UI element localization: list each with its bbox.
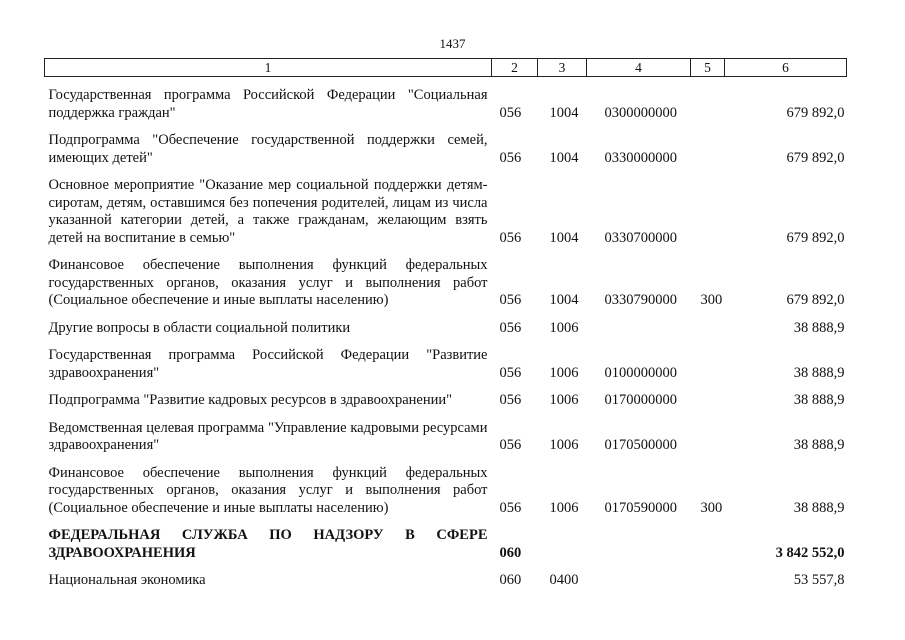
row-section: 1006 [549, 437, 579, 453]
row-name: Другие вопросы в области социальной политики [48, 319, 351, 336]
row-name: Подпрограмма "Обеспечение государственной поддержки семей, имеющих детей" [48, 132, 488, 166]
table-row [45, 247, 847, 310]
row-ved: 056 [499, 319, 522, 336]
row-section: 1006 [549, 392, 579, 408]
row-sum: 38 888,9 [793, 392, 845, 408]
row-sum: 38 888,9 [793, 437, 845, 453]
row-section: 1004 [549, 229, 579, 246]
row-name: Финансовое обеспечение выполнения функций федеральных государственных органов, оказания услуг и выполнения работ (Социальное обеспечение и иные выплаты населению) [48, 257, 488, 308]
row-ved: 056 [499, 149, 522, 166]
row-name: Подпрограмма "Развитие кадровых ресурсов в здравоохранении" [48, 392, 453, 408]
row-sum: 38 888,9 [793, 319, 845, 336]
row-sum: 679 892,0 [786, 149, 845, 166]
row-section: 1004 [549, 149, 579, 166]
header-col-6: 6 [725, 59, 847, 77]
row-target: 0170500000 [604, 437, 677, 453]
row-vr [691, 410, 725, 455]
row-sum: 679 892,0 [786, 292, 845, 308]
row-ved: 056 [499, 437, 522, 453]
table-row [45, 87, 847, 122]
row-ved: 056 [499, 364, 522, 381]
row-target: 0170000000 [604, 392, 677, 408]
header-col-1: 1 [45, 59, 492, 77]
table-row [45, 455, 847, 518]
row-ved: 060 [499, 572, 522, 588]
row-ved: 056 [499, 292, 522, 308]
row-target: 0300000000 [604, 104, 677, 121]
row-name: Государственная программа Российской Федерации "Социальная поддержка граждан" [48, 87, 488, 121]
table-row [45, 562, 847, 590]
row-target: 0330700000 [604, 229, 677, 246]
row-ved: 056 [499, 392, 522, 408]
row-name: Финансовое обеспечение выполнения функций федеральных государственных органов, оказания услуг и выполнения работ (Социальное обеспечение и иные выплаты населению) [48, 464, 488, 516]
budget-table [44, 58, 847, 590]
row-vr [691, 87, 725, 122]
table-row-agency [45, 517, 847, 562]
row-sum: 3 842 552,0 [775, 544, 845, 561]
header-col-4: 4 [587, 59, 691, 77]
row-section: 1006 [549, 499, 579, 516]
row-vr [691, 310, 725, 338]
row-name: Национальная экономика [48, 572, 206, 588]
table-row [45, 122, 847, 167]
header-col-5: 5 [691, 59, 725, 77]
row-section: 1004 [549, 104, 579, 121]
row-ved: 056 [499, 104, 522, 121]
row-target [587, 517, 691, 562]
table-row [45, 337, 847, 382]
row-vr [691, 337, 725, 382]
row-vr [691, 517, 725, 562]
row-vr [691, 382, 725, 410]
row-ved: 056 [499, 229, 522, 246]
row-section: 1006 [549, 319, 579, 336]
table-body [45, 77, 847, 590]
table-row [45, 167, 847, 247]
row-section: 0400 [549, 572, 579, 588]
table-row [45, 382, 847, 410]
row-target [587, 310, 691, 338]
row-sum: 679 892,0 [786, 104, 845, 121]
row-sum: 53 557,8 [793, 572, 845, 588]
row-vr [691, 122, 725, 167]
row-ved: 060 [499, 544, 522, 561]
row-name: Основное мероприятие "Оказание мер социальной поддержки детям-сиротам, детям, оставшимся без попечения родителей, лицам из числа указанной категории детей, а также гражданам, желающим взять детей на воспитание в семью" [48, 177, 488, 246]
row-section: 1006 [549, 364, 579, 381]
table-row [45, 310, 847, 338]
row-section [538, 517, 587, 562]
row-sum: 38 888,9 [793, 499, 845, 516]
row-vr: 300 [700, 499, 723, 516]
table-row [45, 410, 847, 455]
table-header-row [45, 59, 847, 77]
header-col-2: 2 [492, 59, 538, 77]
row-vr: 300 [700, 292, 723, 308]
row-target: 0330000000 [604, 149, 677, 166]
row-target: 0170590000 [604, 499, 677, 516]
row-target [587, 562, 691, 590]
row-target: 0330790000 [604, 292, 677, 308]
row-name: Ведомственная целевая программа "Управление кадровыми ресурсами здравоохранения" [48, 419, 488, 453]
row-sum: 38 888,9 [793, 364, 845, 381]
row-vr [691, 167, 725, 247]
row-name: ФЕДЕРАЛЬНАЯ СЛУЖБА ПО НАДЗОРУ В СФЕРЕ ЗДРАВООХРАНЕНИЯ [48, 527, 488, 561]
row-vr [691, 562, 725, 590]
row-sum: 679 892,0 [786, 229, 845, 246]
row-section: 1004 [549, 292, 579, 308]
row-name: Государственная программа Российской Федерации "Развитие здравоохранения" [48, 347, 488, 381]
row-target: 0100000000 [604, 364, 677, 381]
page-number: 1437 [439, 36, 466, 51]
row-ved: 056 [499, 499, 522, 516]
header-col-3: 3 [538, 59, 587, 77]
